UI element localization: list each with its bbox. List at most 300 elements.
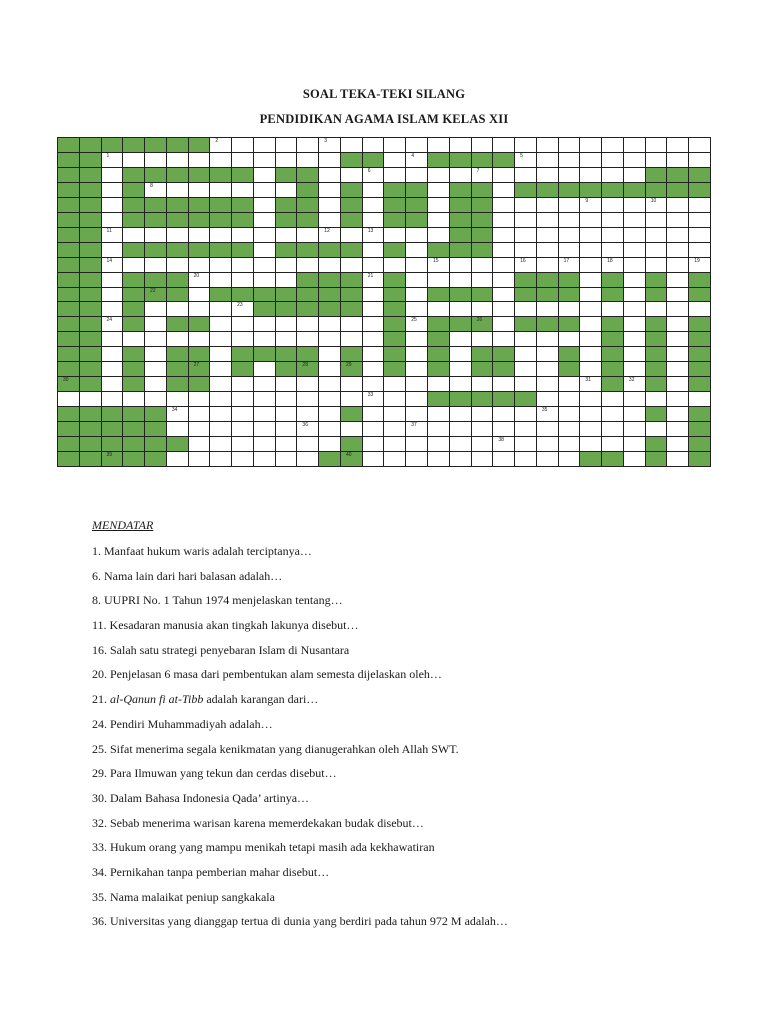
grid-open-cell[interactable]: [145, 347, 166, 361]
grid-open-cell[interactable]: [624, 198, 645, 212]
grid-open-cell[interactable]: [319, 377, 340, 391]
grid-open-cell[interactable]: [102, 168, 123, 182]
grid-open-cell[interactable]: [167, 407, 188, 421]
grid-open-cell[interactable]: [689, 392, 710, 406]
grid-open-cell[interactable]: [363, 347, 384, 361]
grid-open-cell[interactable]: [515, 332, 536, 346]
grid-open-cell[interactable]: [624, 273, 645, 287]
grid-open-cell[interactable]: [102, 392, 123, 406]
grid-open-cell[interactable]: [667, 392, 688, 406]
grid-open-cell[interactable]: [624, 392, 645, 406]
grid-open-cell[interactable]: [493, 198, 514, 212]
grid-open-cell[interactable]: [493, 407, 514, 421]
grid-open-cell[interactable]: [515, 258, 536, 272]
grid-open-cell[interactable]: [189, 273, 210, 287]
grid-open-cell[interactable]: [319, 168, 340, 182]
grid-open-cell[interactable]: [537, 422, 558, 436]
grid-open-cell[interactable]: [406, 302, 427, 316]
grid-open-cell[interactable]: [580, 302, 601, 316]
grid-open-cell[interactable]: [602, 153, 623, 167]
grid-open-cell[interactable]: [428, 258, 449, 272]
grid-open-cell[interactable]: [450, 407, 471, 421]
grid-open-cell[interactable]: [406, 407, 427, 421]
grid-open-cell[interactable]: [580, 317, 601, 331]
grid-open-cell[interactable]: [450, 168, 471, 182]
grid-open-cell[interactable]: [254, 198, 275, 212]
grid-open-cell[interactable]: [559, 198, 580, 212]
grid-open-cell[interactable]: [123, 153, 144, 167]
grid-open-cell[interactable]: [406, 153, 427, 167]
grid-open-cell[interactable]: [102, 153, 123, 167]
grid-open-cell[interactable]: [515, 168, 536, 182]
grid-open-cell[interactable]: [580, 407, 601, 421]
grid-open-cell[interactable]: [646, 392, 667, 406]
grid-open-cell[interactable]: [276, 332, 297, 346]
grid-open-cell[interactable]: [319, 332, 340, 346]
grid-open-cell[interactable]: [406, 392, 427, 406]
grid-open-cell[interactable]: [102, 302, 123, 316]
grid-open-cell[interactable]: [232, 273, 253, 287]
grid-open-cell[interactable]: [363, 362, 384, 376]
grid-open-cell[interactable]: [428, 198, 449, 212]
grid-open-cell[interactable]: [667, 153, 688, 167]
grid-open-cell[interactable]: [145, 392, 166, 406]
grid-open-cell[interactable]: [667, 452, 688, 466]
grid-open-cell[interactable]: [689, 228, 710, 242]
grid-open-cell[interactable]: [580, 258, 601, 272]
grid-open-cell[interactable]: [537, 452, 558, 466]
grid-open-cell[interactable]: [515, 138, 536, 152]
grid-open-cell[interactable]: [254, 243, 275, 257]
grid-open-cell[interactable]: [319, 317, 340, 331]
grid-open-cell[interactable]: [102, 183, 123, 197]
grid-open-cell[interactable]: [406, 228, 427, 242]
grid-open-cell[interactable]: [276, 407, 297, 421]
grid-open-cell[interactable]: [297, 377, 318, 391]
grid-open-cell[interactable]: [646, 198, 667, 212]
grid-open-cell[interactable]: [667, 422, 688, 436]
grid-open-cell[interactable]: [537, 302, 558, 316]
grid-open-cell[interactable]: [189, 407, 210, 421]
grid-open-cell[interactable]: [102, 317, 123, 331]
grid-open-cell[interactable]: [297, 153, 318, 167]
grid-open-cell[interactable]: [493, 302, 514, 316]
grid-open-cell[interactable]: [276, 392, 297, 406]
grid-open-cell[interactable]: [319, 347, 340, 361]
grid-open-cell[interactable]: [406, 422, 427, 436]
grid-open-cell[interactable]: [472, 302, 493, 316]
grid-open-cell[interactable]: [232, 183, 253, 197]
grid-open-cell[interactable]: [472, 332, 493, 346]
grid-open-cell[interactable]: [559, 228, 580, 242]
grid-open-cell[interactable]: [319, 392, 340, 406]
grid-open-cell[interactable]: [297, 228, 318, 242]
grid-open-cell[interactable]: [341, 422, 362, 436]
grid-open-cell[interactable]: [493, 228, 514, 242]
grid-open-cell[interactable]: [58, 392, 79, 406]
grid-open-cell[interactable]: [450, 377, 471, 391]
grid-open-cell[interactable]: [624, 288, 645, 302]
grid-open-cell[interactable]: [384, 138, 405, 152]
grid-open-cell[interactable]: [254, 183, 275, 197]
grid-open-cell[interactable]: [123, 258, 144, 272]
grid-open-cell[interactable]: [624, 347, 645, 361]
grid-open-cell[interactable]: [254, 258, 275, 272]
grid-open-cell[interactable]: [167, 183, 188, 197]
grid-open-cell[interactable]: [102, 258, 123, 272]
grid-open-cell[interactable]: [624, 332, 645, 346]
grid-open-cell[interactable]: [232, 317, 253, 331]
grid-open-cell[interactable]: [559, 168, 580, 182]
grid-open-cell[interactable]: [210, 347, 231, 361]
grid-open-cell[interactable]: [580, 243, 601, 257]
grid-open-cell[interactable]: [384, 153, 405, 167]
grid-open-cell[interactable]: [689, 138, 710, 152]
grid-open-cell[interactable]: [145, 183, 166, 197]
grid-open-cell[interactable]: [167, 153, 188, 167]
grid-open-cell[interactable]: [472, 377, 493, 391]
grid-open-cell[interactable]: [232, 258, 253, 272]
grid-open-cell[interactable]: [189, 183, 210, 197]
grid-open-cell[interactable]: [515, 437, 536, 451]
grid-open-cell[interactable]: [297, 392, 318, 406]
grid-open-cell[interactable]: [210, 392, 231, 406]
grid-open-cell[interactable]: [580, 273, 601, 287]
grid-open-cell[interactable]: [602, 138, 623, 152]
grid-open-cell[interactable]: [167, 332, 188, 346]
grid-open-cell[interactable]: [341, 392, 362, 406]
grid-open-cell[interactable]: [689, 302, 710, 316]
grid-open-cell[interactable]: [276, 317, 297, 331]
grid-open-cell[interactable]: [624, 138, 645, 152]
grid-open-cell[interactable]: [580, 392, 601, 406]
grid-open-cell[interactable]: [123, 332, 144, 346]
grid-open-cell[interactable]: [450, 347, 471, 361]
grid-open-cell[interactable]: [624, 243, 645, 257]
grid-open-cell[interactable]: [254, 273, 275, 287]
grid-open-cell[interactable]: [319, 153, 340, 167]
grid-open-cell[interactable]: [319, 407, 340, 421]
grid-open-cell[interactable]: [667, 362, 688, 376]
grid-open-cell[interactable]: [167, 302, 188, 316]
grid-open-cell[interactable]: [559, 422, 580, 436]
grid-open-cell[interactable]: [493, 168, 514, 182]
grid-open-cell[interactable]: [493, 138, 514, 152]
grid-open-cell[interactable]: [297, 452, 318, 466]
grid-open-cell[interactable]: [189, 288, 210, 302]
grid-open-cell[interactable]: [602, 213, 623, 227]
grid-open-cell[interactable]: [276, 258, 297, 272]
grid-open-cell[interactable]: [102, 377, 123, 391]
grid-open-cell[interactable]: [667, 437, 688, 451]
grid-open-cell[interactable]: [363, 392, 384, 406]
grid-open-cell[interactable]: [319, 183, 340, 197]
grid-open-cell[interactable]: [363, 317, 384, 331]
grid-open-cell[interactable]: [689, 213, 710, 227]
grid-open-cell[interactable]: [406, 243, 427, 257]
grid-open-cell[interactable]: [602, 258, 623, 272]
grid-open-cell[interactable]: [210, 228, 231, 242]
grid-open-cell[interactable]: [580, 153, 601, 167]
grid-open-cell[interactable]: [450, 437, 471, 451]
grid-open-cell[interactable]: [493, 258, 514, 272]
grid-open-cell[interactable]: [232, 332, 253, 346]
grid-open-cell[interactable]: [406, 317, 427, 331]
grid-open-cell[interactable]: [254, 407, 275, 421]
grid-open-cell[interactable]: [319, 198, 340, 212]
grid-open-cell[interactable]: [559, 437, 580, 451]
grid-open-cell[interactable]: [515, 302, 536, 316]
grid-open-cell[interactable]: [384, 168, 405, 182]
grid-open-cell[interactable]: [384, 228, 405, 242]
grid-open-cell[interactable]: [210, 273, 231, 287]
grid-open-cell[interactable]: [537, 392, 558, 406]
grid-open-cell[interactable]: [493, 317, 514, 331]
grid-open-cell[interactable]: [254, 138, 275, 152]
grid-open-cell[interactable]: [646, 243, 667, 257]
grid-open-cell[interactable]: [537, 153, 558, 167]
grid-open-cell[interactable]: [341, 138, 362, 152]
grid-open-cell[interactable]: [667, 273, 688, 287]
grid-open-cell[interactable]: [276, 228, 297, 242]
grid-open-cell[interactable]: [145, 228, 166, 242]
grid-open-cell[interactable]: [276, 422, 297, 436]
grid-open-cell[interactable]: [319, 362, 340, 376]
grid-open-cell[interactable]: [515, 377, 536, 391]
grid-open-cell[interactable]: [428, 377, 449, 391]
grid-open-cell[interactable]: [537, 362, 558, 376]
grid-open-cell[interactable]: [254, 437, 275, 451]
grid-open-cell[interactable]: [145, 332, 166, 346]
grid-open-cell[interactable]: [363, 407, 384, 421]
grid-open-cell[interactable]: [689, 198, 710, 212]
grid-open-cell[interactable]: [254, 168, 275, 182]
grid-open-cell[interactable]: [102, 243, 123, 257]
grid-open-cell[interactable]: [167, 228, 188, 242]
grid-open-cell[interactable]: [363, 138, 384, 152]
grid-open-cell[interactable]: [145, 362, 166, 376]
grid-open-cell[interactable]: [363, 422, 384, 436]
grid-open-cell[interactable]: [232, 228, 253, 242]
grid-open-cell[interactable]: [297, 332, 318, 346]
grid-open-cell[interactable]: [232, 422, 253, 436]
grid-open-cell[interactable]: [667, 347, 688, 361]
grid-open-cell[interactable]: [363, 258, 384, 272]
grid-open-cell[interactable]: [559, 392, 580, 406]
grid-open-cell[interactable]: [667, 213, 688, 227]
grid-open-cell[interactable]: [537, 228, 558, 242]
grid-open-cell[interactable]: [624, 422, 645, 436]
grid-open-cell[interactable]: [580, 377, 601, 391]
grid-open-cell[interactable]: [602, 422, 623, 436]
grid-open-cell[interactable]: [210, 422, 231, 436]
grid-open-cell[interactable]: [667, 243, 688, 257]
grid-open-cell[interactable]: [624, 153, 645, 167]
grid-open-cell[interactable]: [559, 407, 580, 421]
grid-open-cell[interactable]: [580, 228, 601, 242]
grid-open-cell[interactable]: [493, 452, 514, 466]
grid-open-cell[interactable]: [297, 437, 318, 451]
grid-open-cell[interactable]: [602, 168, 623, 182]
grid-open-cell[interactable]: [646, 153, 667, 167]
grid-open-cell[interactable]: [254, 332, 275, 346]
grid-open-cell[interactable]: [341, 258, 362, 272]
grid-open-cell[interactable]: [559, 258, 580, 272]
grid-open-cell[interactable]: [472, 407, 493, 421]
grid-open-cell[interactable]: [646, 228, 667, 242]
grid-open-cell[interactable]: [210, 138, 231, 152]
grid-open-cell[interactable]: [232, 407, 253, 421]
grid-open-cell[interactable]: [537, 347, 558, 361]
grid-open-cell[interactable]: [276, 377, 297, 391]
grid-open-cell[interactable]: [515, 243, 536, 257]
grid-open-cell[interactable]: [145, 302, 166, 316]
grid-open-cell[interactable]: [297, 407, 318, 421]
grid-open-cell[interactable]: [297, 138, 318, 152]
grid-open-cell[interactable]: [276, 273, 297, 287]
grid-open-cell[interactable]: [428, 302, 449, 316]
grid-open-cell[interactable]: [689, 153, 710, 167]
grid-open-cell[interactable]: [102, 198, 123, 212]
grid-open-cell[interactable]: [559, 138, 580, 152]
grid-open-cell[interactable]: [232, 437, 253, 451]
grid-open-cell[interactable]: [319, 228, 340, 242]
grid-open-cell[interactable]: [515, 228, 536, 242]
grid-open-cell[interactable]: [493, 288, 514, 302]
grid-open-cell[interactable]: [232, 302, 253, 316]
grid-open-cell[interactable]: [493, 422, 514, 436]
grid-open-cell[interactable]: [493, 273, 514, 287]
grid-open-cell[interactable]: [602, 243, 623, 257]
grid-open-cell[interactable]: [189, 228, 210, 242]
grid-open-cell[interactable]: [319, 138, 340, 152]
grid-open-cell[interactable]: [450, 258, 471, 272]
grid-open-cell[interactable]: [624, 168, 645, 182]
grid-open-cell[interactable]: [472, 273, 493, 287]
grid-open-cell[interactable]: [145, 317, 166, 331]
grid-open-cell[interactable]: [167, 258, 188, 272]
grid-open-cell[interactable]: [406, 347, 427, 361]
grid-open-cell[interactable]: [515, 153, 536, 167]
grid-open-cell[interactable]: [102, 332, 123, 346]
grid-open-cell[interactable]: [363, 273, 384, 287]
grid-open-cell[interactable]: [363, 198, 384, 212]
grid-open-cell[interactable]: [363, 288, 384, 302]
grid-open-cell[interactable]: [537, 437, 558, 451]
grid-open-cell[interactable]: [559, 302, 580, 316]
grid-open-cell[interactable]: [493, 332, 514, 346]
grid-open-cell[interactable]: [580, 288, 601, 302]
grid-open-cell[interactable]: [580, 198, 601, 212]
grid-open-cell[interactable]: [363, 332, 384, 346]
grid-open-cell[interactable]: [363, 213, 384, 227]
grid-open-cell[interactable]: [537, 213, 558, 227]
grid-open-cell[interactable]: [537, 138, 558, 152]
grid-open-cell[interactable]: [406, 377, 427, 391]
grid-open-cell[interactable]: [319, 213, 340, 227]
grid-open-cell[interactable]: [559, 452, 580, 466]
grid-open-cell[interactable]: [145, 377, 166, 391]
grid-open-cell[interactable]: [580, 362, 601, 376]
grid-open-cell[interactable]: [189, 258, 210, 272]
grid-open-cell[interactable]: [515, 362, 536, 376]
grid-open-cell[interactable]: [450, 422, 471, 436]
grid-open-cell[interactable]: [646, 213, 667, 227]
grid-open-cell[interactable]: [254, 228, 275, 242]
grid-open-cell[interactable]: [537, 407, 558, 421]
grid-open-cell[interactable]: [123, 392, 144, 406]
grid-open-cell[interactable]: [363, 452, 384, 466]
grid-open-cell[interactable]: [189, 452, 210, 466]
grid-open-cell[interactable]: [297, 258, 318, 272]
grid-open-cell[interactable]: [450, 452, 471, 466]
grid-open-cell[interactable]: [472, 168, 493, 182]
grid-open-cell[interactable]: [384, 377, 405, 391]
grid-open-cell[interactable]: [254, 362, 275, 376]
grid-open-cell[interactable]: [210, 437, 231, 451]
grid-open-cell[interactable]: [472, 258, 493, 272]
grid-open-cell[interactable]: [602, 437, 623, 451]
grid-open-cell[interactable]: [384, 392, 405, 406]
grid-open-cell[interactable]: [189, 422, 210, 436]
grid-open-cell[interactable]: [276, 138, 297, 152]
grid-open-cell[interactable]: [428, 422, 449, 436]
grid-open-cell[interactable]: [537, 168, 558, 182]
grid-open-cell[interactable]: [276, 153, 297, 167]
grid-open-cell[interactable]: [667, 258, 688, 272]
grid-open-cell[interactable]: [254, 317, 275, 331]
grid-open-cell[interactable]: [210, 332, 231, 346]
grid-open-cell[interactable]: [297, 317, 318, 331]
grid-open-cell[interactable]: [428, 183, 449, 197]
grid-open-cell[interactable]: [319, 258, 340, 272]
grid-open-cell[interactable]: [406, 273, 427, 287]
grid-open-cell[interactable]: [406, 437, 427, 451]
grid-open-cell[interactable]: [472, 452, 493, 466]
grid-open-cell[interactable]: [646, 138, 667, 152]
grid-open-cell[interactable]: [210, 407, 231, 421]
grid-open-cell[interactable]: [428, 273, 449, 287]
grid-open-cell[interactable]: [145, 153, 166, 167]
grid-open-cell[interactable]: [341, 377, 362, 391]
grid-open-cell[interactable]: [384, 422, 405, 436]
grid-open-cell[interactable]: [450, 273, 471, 287]
grid-open-cell[interactable]: [210, 302, 231, 316]
grid-open-cell[interactable]: [406, 362, 427, 376]
grid-open-cell[interactable]: [102, 362, 123, 376]
grid-open-cell[interactable]: [624, 317, 645, 331]
grid-open-cell[interactable]: [450, 362, 471, 376]
grid-open-cell[interactable]: [515, 347, 536, 361]
grid-open-cell[interactable]: [102, 288, 123, 302]
grid-open-cell[interactable]: [363, 377, 384, 391]
grid-open-cell[interactable]: [515, 198, 536, 212]
grid-open-cell[interactable]: [580, 422, 601, 436]
grid-open-cell[interactable]: [624, 302, 645, 316]
grid-open-cell[interactable]: [537, 243, 558, 257]
grid-open-cell[interactable]: [515, 452, 536, 466]
grid-open-cell[interactable]: [167, 452, 188, 466]
grid-open-cell[interactable]: [559, 332, 580, 346]
grid-open-cell[interactable]: [384, 437, 405, 451]
grid-open-cell[interactable]: [341, 168, 362, 182]
grid-open-cell[interactable]: [210, 258, 231, 272]
grid-open-cell[interactable]: [450, 138, 471, 152]
grid-open-cell[interactable]: [189, 332, 210, 346]
grid-open-cell[interactable]: [189, 302, 210, 316]
grid-open-cell[interactable]: [406, 138, 427, 152]
grid-open-cell[interactable]: [276, 183, 297, 197]
